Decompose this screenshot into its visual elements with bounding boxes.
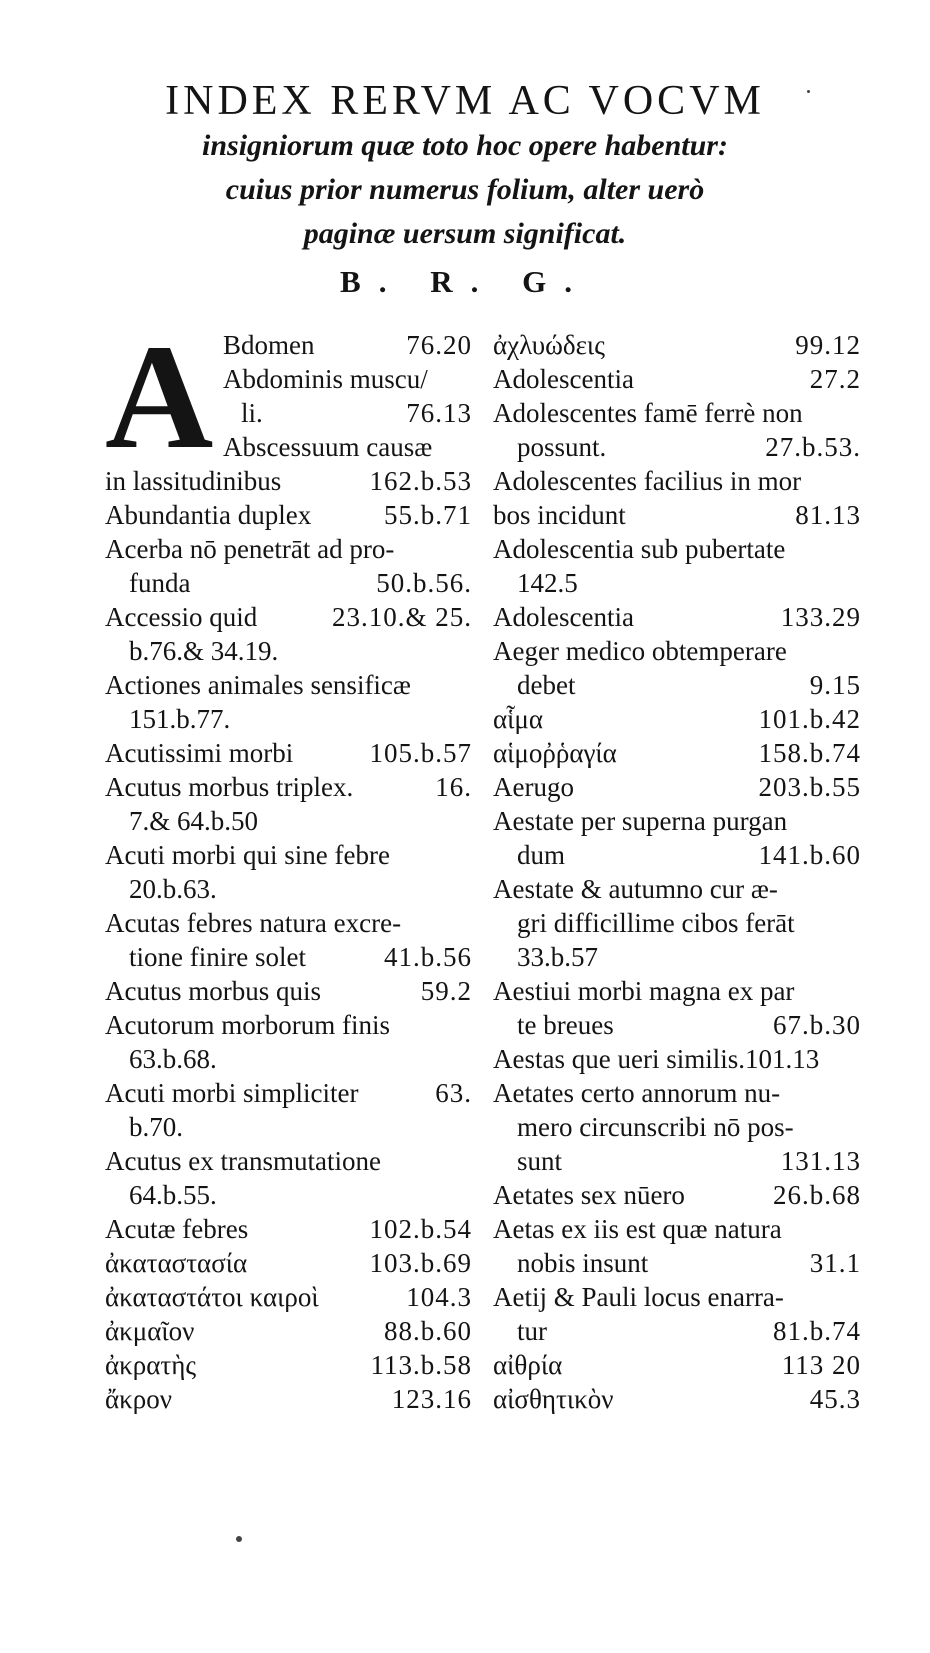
entry-reference: 162.b.53 — [369, 466, 472, 496]
index-entry — [493, 362, 861, 396]
entry-line — [105, 906, 472, 940]
entry-line — [105, 702, 472, 736]
entry-line — [493, 736, 861, 770]
entry-text: ἀχλυώδεις — [493, 330, 605, 360]
entry-line — [493, 600, 861, 634]
dropcap-letter: A — [105, 314, 214, 480]
entry-line — [105, 1246, 472, 1280]
index-entry — [105, 1076, 472, 1144]
index-entry — [493, 702, 861, 736]
entry-reference: 81.b.74 — [773, 1316, 861, 1346]
entry-reference: 16. — [435, 772, 472, 802]
index-entry — [493, 974, 861, 1042]
entry-line — [105, 1348, 472, 1382]
entry-line — [493, 566, 861, 600]
entry-line — [493, 430, 861, 464]
index-entry — [493, 872, 861, 974]
entry-text: 63.b.68. — [129, 1044, 217, 1074]
index-entry — [105, 1314, 472, 1348]
entry-text: in lassitudinibus — [105, 466, 282, 496]
entry-text: Aetates certo annorum nu- — [493, 1078, 781, 1108]
index-entry — [493, 770, 861, 804]
entry-line — [223, 396, 472, 430]
entry-line — [105, 600, 472, 634]
entry-line — [105, 804, 472, 838]
entry-reference: 27.2 — [809, 364, 861, 394]
entry-line — [105, 566, 472, 600]
index-entry — [493, 1382, 861, 1416]
entry-text: Adolescentia — [493, 602, 634, 632]
entry-line — [105, 668, 472, 702]
entry-line — [105, 1314, 472, 1348]
entry-text: Adolescentes famē ferrè non — [493, 398, 803, 428]
entry-text: funda — [129, 568, 191, 598]
entry-text: Acuti morbi qui sine febre — [105, 840, 390, 870]
entry-line — [493, 1212, 861, 1246]
index-entry — [105, 1382, 472, 1416]
left-entries — [105, 464, 472, 1416]
entry-reference: 23.10.& 25. — [331, 602, 472, 632]
entry-reference: 133.29 — [780, 602, 861, 632]
entry-line — [105, 1280, 472, 1314]
index-entry — [493, 328, 861, 362]
entry-text: Aestiui morbi magna ex par — [493, 976, 795, 1006]
index-entry — [105, 974, 472, 1008]
entry-reference: 104.3 — [406, 1282, 472, 1312]
entry-line — [105, 736, 472, 770]
entry-text: dum — [517, 840, 566, 870]
entry-line — [105, 498, 472, 532]
entry-reference: 141.b.60 — [758, 840, 861, 870]
index-entry — [493, 464, 861, 532]
entry-line — [105, 872, 472, 906]
entry-text: Abundantia duplex — [105, 500, 312, 530]
entry-reference: 203.b.55 — [758, 772, 861, 802]
entry-reference: 113 20 — [781, 1350, 861, 1380]
entry-text: Acutus morbus quis — [105, 976, 321, 1006]
index-entry — [105, 838, 472, 906]
entry-text: Adolescentia — [493, 364, 634, 394]
entry-line — [493, 1348, 861, 1382]
entry-reference: 55.b.71 — [384, 500, 472, 530]
entry-text: sunt — [517, 1146, 563, 1176]
entry-text: ἀκρατὴς — [105, 1350, 197, 1380]
ink-speck — [807, 90, 810, 93]
entry-line — [493, 1246, 861, 1280]
entry-reference: 131.13 — [780, 1146, 861, 1176]
index-entry — [493, 1076, 861, 1178]
left-column — [105, 314, 472, 1416]
index-entry — [493, 1178, 861, 1212]
entry-line — [105, 1042, 472, 1076]
entry-text: b.70. — [129, 1112, 183, 1142]
entry-line — [493, 464, 861, 498]
index-entry — [493, 1280, 861, 1348]
entry-text: 20.b.63. — [129, 874, 217, 904]
entry-text: ἄκρον — [105, 1384, 172, 1414]
subtitle-line-2: cuius prior numerus folium, alter uerò — [225, 173, 705, 206]
entry-line — [493, 804, 861, 838]
subtitle-line-1: insigniorum quæ toto hoc opere habentur: — [202, 129, 728, 162]
entry-text: Aerugo — [493, 772, 574, 802]
entry-line — [105, 940, 472, 974]
entry-line — [105, 1178, 472, 1212]
index-entry — [493, 804, 861, 872]
entry-line — [493, 906, 861, 940]
entry-line — [105, 974, 472, 1008]
entry-line — [493, 1178, 861, 1212]
index-entry — [105, 1246, 472, 1280]
entry-line — [105, 1382, 472, 1416]
entry-reference: 26.b.68 — [773, 1180, 861, 1210]
entry-reference: 27.b.53. — [765, 432, 861, 462]
entry-text: Aetas ex iis est quæ natura — [493, 1214, 782, 1244]
entry-text: 64.b.55. — [129, 1180, 217, 1210]
entry-line — [493, 974, 861, 1008]
entry-line — [493, 1382, 861, 1416]
entry-text: Aestate & autumno cur æ- — [493, 874, 778, 904]
printer-initials: B. R. G. — [340, 264, 590, 299]
entry-text: 151.b.77. — [129, 704, 231, 734]
entry-reference: 41.b.56 — [384, 942, 472, 972]
entry-text: αἷμα — [493, 704, 544, 734]
entry-reference: 103.b.69 — [369, 1248, 472, 1278]
entry-reference: 105.b.57 — [369, 738, 472, 768]
entry-text: αἱμοῤῥαγία — [493, 738, 617, 768]
entry-line — [493, 1008, 861, 1042]
entry-text: Acutorum morborum finis — [105, 1010, 390, 1040]
entry-text: Acutissimi morbi — [105, 738, 294, 768]
entry-reference: 63. — [435, 1078, 472, 1108]
entry-line — [493, 634, 861, 668]
entry-text: Adolescentes facilius in mor — [493, 466, 802, 496]
entry-text: li. — [241, 398, 263, 428]
index-entry — [105, 1008, 472, 1076]
entry-text: debet — [517, 670, 576, 700]
entry-line — [105, 1076, 472, 1110]
entry-text: gri difficillime cibos ferāt — [517, 908, 795, 938]
index-entry — [493, 1212, 861, 1280]
entry-reference: 81.13 — [795, 500, 861, 530]
entry-text: Acerba nō penetrāt ad pro- — [105, 534, 395, 564]
index-entry — [105, 736, 472, 770]
entry-text: Adolescentia sub pubertate — [493, 534, 786, 564]
entry-text: Bdomen — [223, 330, 315, 360]
index-entry — [493, 736, 861, 770]
entry-reference: 113.b.58 — [370, 1350, 472, 1380]
dropcap-entries — [223, 328, 472, 464]
entry-text: Acutæ febres — [105, 1214, 249, 1244]
index-entry — [105, 668, 472, 736]
index-entry — [105, 600, 472, 668]
entry-text: Accessio quid — [105, 602, 258, 632]
entry-line — [493, 362, 861, 396]
entry-line — [105, 770, 472, 804]
entry-line — [223, 362, 472, 396]
index-entry — [493, 634, 861, 702]
entry-line — [223, 430, 472, 464]
entry-line — [493, 872, 861, 906]
entry-text: Acutus ex transmutatione — [105, 1146, 381, 1176]
index-entry — [493, 532, 861, 600]
entry-text: te breues — [517, 1010, 614, 1040]
entry-line — [105, 634, 472, 668]
entry-text: 7.& 64.b.50 — [129, 806, 259, 836]
index-entry — [493, 1348, 861, 1382]
entry-text: ἀκαταστάτοι καιροὶ — [105, 1282, 319, 1312]
entry-line — [105, 1008, 472, 1042]
entry-text: tione finire solet — [129, 942, 306, 972]
entry-text: 33.b.57 — [517, 942, 598, 972]
entry-reference: 101.b.42 — [758, 704, 861, 734]
entry-line — [105, 532, 472, 566]
entry-line — [493, 1280, 861, 1314]
index-entry — [105, 1144, 472, 1212]
entry-line — [493, 940, 861, 974]
entry-text: tur — [517, 1316, 547, 1346]
entry-text: αἰσθητικὸν — [493, 1384, 614, 1414]
entry-text: Abscessuum causæ — [223, 432, 433, 462]
entry-reference: 158.b.74 — [758, 738, 861, 768]
index-entry — [105, 770, 472, 838]
index-entry — [493, 600, 861, 634]
index-entry — [105, 1280, 472, 1314]
entry-line — [493, 1110, 861, 1144]
entry-line — [493, 1314, 861, 1348]
entry-line — [493, 702, 861, 736]
entry-text: αἰθρία — [493, 1350, 563, 1380]
entry-line — [493, 532, 861, 566]
entry-reference: 67.b.30 — [773, 1010, 861, 1040]
index-entry — [105, 532, 472, 600]
entry-line — [493, 1076, 861, 1110]
entry-line — [493, 498, 861, 532]
entry-reference: 123.16 — [391, 1384, 472, 1414]
entry-reference: 102.b.54 — [369, 1214, 472, 1244]
entry-reference: 45.3 — [809, 1384, 861, 1414]
page-header — [0, 78, 930, 306]
entry-line — [105, 1212, 472, 1246]
right-column — [493, 328, 861, 1416]
entry-line — [493, 396, 861, 430]
entry-text: Acutus morbus triplex. — [105, 772, 354, 802]
index-entry — [493, 396, 861, 464]
entry-text: Aestate per superna purgan — [493, 806, 788, 836]
entry-text: Aestas que ueri similis.101.13 — [493, 1044, 820, 1074]
index-entry — [493, 1042, 861, 1076]
entry-text: ἀκαταστασία — [105, 1248, 248, 1278]
entry-reference: 99.12 — [795, 330, 861, 360]
index-entry — [105, 906, 472, 974]
entry-line — [493, 668, 861, 702]
dropcap-block — [105, 314, 472, 480]
entry-text: Acuti morbi simpliciter — [105, 1078, 359, 1108]
entry-text: Aetij & Pauli locus enarra- — [493, 1282, 784, 1312]
entry-text: nobis insunt — [517, 1248, 649, 1278]
entry-text: b.76.& 34.19. — [129, 636, 279, 666]
entry-line — [105, 838, 472, 872]
entry-line — [493, 838, 861, 872]
entry-text: Abdominis muscu/ — [223, 364, 428, 394]
entry-line — [223, 328, 472, 362]
entry-text: mero circunscribi nō pos- — [517, 1112, 794, 1142]
entry-text: bos incidunt — [493, 500, 626, 530]
entry-text: Aetates sex nūero — [493, 1180, 685, 1210]
entry-line — [105, 1110, 472, 1144]
entry-text: possunt. — [517, 432, 607, 462]
entry-reference: 76.13 — [406, 398, 472, 428]
index-entry — [105, 498, 472, 532]
entry-line — [105, 1144, 472, 1178]
entry-text: Acutas febres natura excre- — [105, 908, 402, 938]
entry-line — [493, 1042, 861, 1076]
entry-line — [493, 328, 861, 362]
page-title: INDEX RERVM AC VOCVM — [165, 78, 765, 124]
entry-line — [493, 1144, 861, 1178]
entry-reference: 59.2 — [420, 976, 472, 1006]
entry-reference: 50.b.56. — [376, 568, 472, 598]
entry-text: Aeger medico obtemperare — [493, 636, 787, 666]
entry-reference: 88.b.60 — [384, 1316, 472, 1346]
entry-text: Actiones animales sensificæ — [105, 670, 411, 700]
entry-reference: 76.20 — [406, 330, 472, 360]
entry-reference: 31.1 — [809, 1248, 861, 1278]
entry-text: 142.5 — [517, 568, 578, 598]
entry-line — [493, 770, 861, 804]
entry-reference: 9.15 — [809, 670, 861, 700]
index-entry — [105, 1212, 472, 1246]
entry-text: ἀκμαῖον — [105, 1316, 195, 1346]
subtitle-line-3: paginæ uersum significat. — [303, 217, 627, 250]
ink-speck — [236, 1536, 242, 1542]
index-entry — [105, 1348, 472, 1382]
